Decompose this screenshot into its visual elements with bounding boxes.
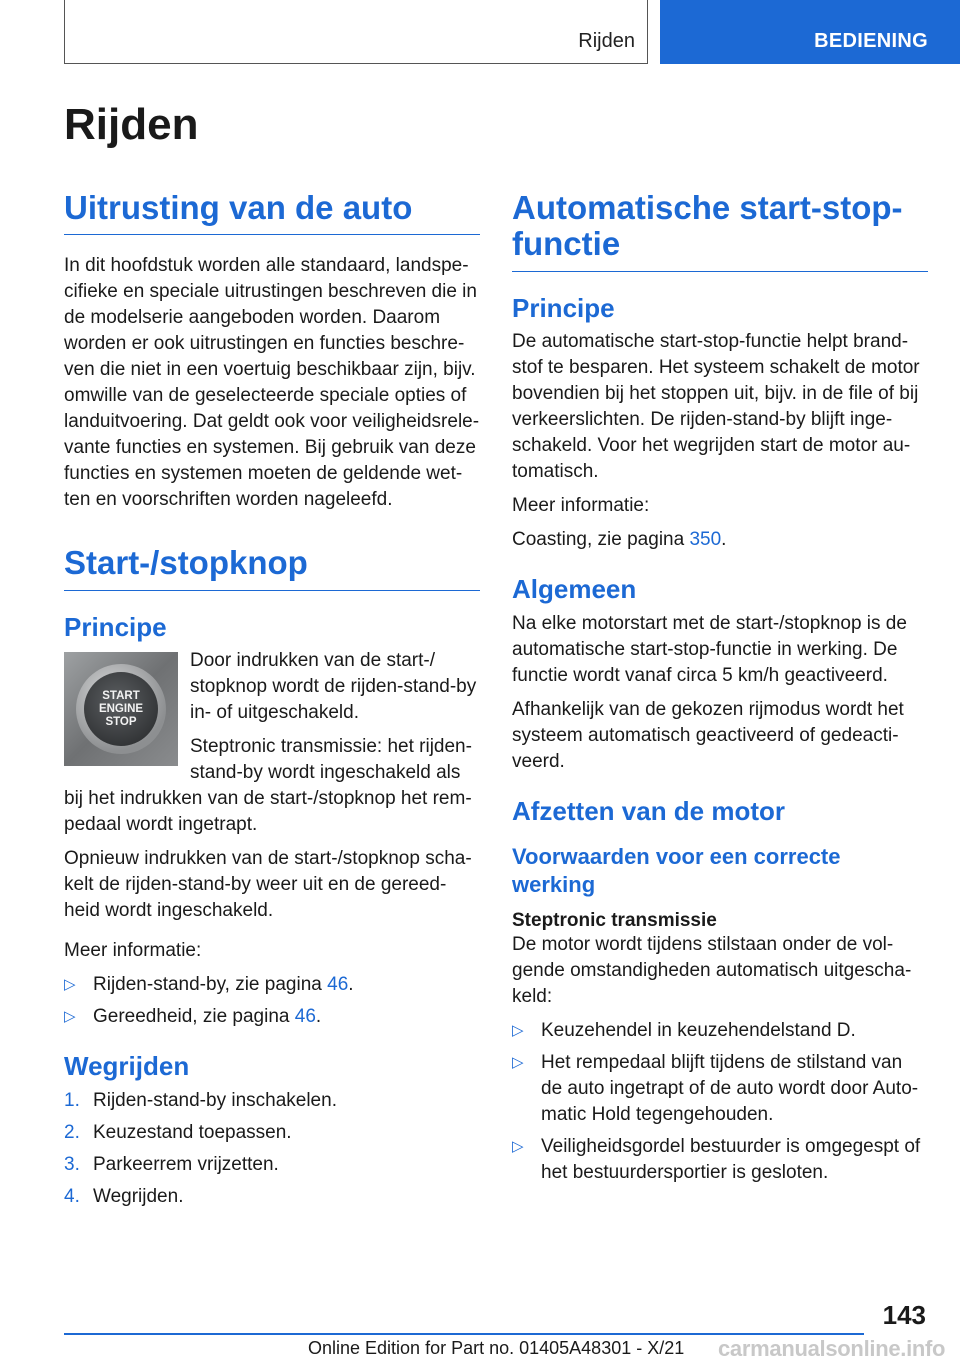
general-heading: Algemeen	[512, 574, 637, 605]
list-item: ▷ Gereedheid, zie pagina 46.	[64, 1004, 480, 1030]
drive-off-steps	[64, 1088, 480, 1210]
startstop-principle-heading: Principe	[64, 611, 167, 642]
steptronic-heading: Steptronic transmissie	[512, 910, 717, 932]
watermark: carmanualsonline.info	[718, 1336, 946, 1361]
general-p1: Na elke motorstart met de start-/stopknop is de automatische start-stop-functie in werking. De functie wordt vanaf circa 5 km/h geactiveerd.	[512, 613, 907, 687]
start-engine-stop-button-image	[64, 652, 178, 766]
button-text-engine: ENGINE	[98, 702, 144, 715]
auto-principle-heading: Principe	[512, 292, 615, 323]
step-number: 4.	[64, 1186, 80, 1208]
page-link[interactable]: 46	[294, 1006, 316, 1028]
footer-divider	[64, 1333, 864, 1335]
page-title: Rijden	[64, 100, 199, 149]
left-column	[64, 190, 480, 1218]
startstop-links	[64, 972, 480, 1030]
list-item: 4. Wegrijden.	[64, 1184, 480, 1210]
auto-principle-text: De automatische start-stop-functie helpt brand-stof te besparen. Het systeem schakelt de motor bovendien bij het stoppen uit, bijv. in de file of bij verkeerslichten. De rijden-stand-by blijft inge-schakeld. Voor het wegrijden start de motor au-tomatisch.	[512, 331, 920, 483]
list-item: 2. Keuzestand toepassen.	[64, 1120, 480, 1146]
list-item: 1. Rijden-stand-by inschakelen.	[64, 1088, 480, 1114]
list-item: 3. Parkeerrem vrijzetten.	[64, 1152, 480, 1178]
page-number: 143	[882, 1300, 926, 1330]
step-number: 3.	[64, 1154, 80, 1176]
triangle-bullet-icon: ▷	[64, 976, 76, 994]
button-text-stop: STOP	[105, 715, 137, 728]
conditions-heading: Voorwaarden voor een correcte werking	[512, 844, 841, 897]
equipment-heading: Uitrusting van de auto	[64, 190, 480, 235]
list-item: ▷ Veiligheidsgordel bestuurder is omgegespt of het bestuurdersportier is gesloten.	[512, 1136, 921, 1184]
triangle-bullet-icon: ▷	[64, 1008, 76, 1026]
triangle-bullet-icon: ▷	[512, 1138, 524, 1156]
header-section-label: Rijden	[578, 30, 635, 52]
engine-off-intro: De motor wordt tijdens stilstaan onder de vol-gende omstandigheden automatisch uitgescha-keld:	[512, 934, 912, 1008]
list-item: ▷ Rijden-stand-by, zie pagina 46.	[64, 972, 480, 998]
step-number: 2.	[64, 1122, 80, 1144]
footer-edition: Online Edition for Part no. 01405A48301 - X/21	[308, 1338, 685, 1358]
startstop-p3: Opnieuw indrukken van de start-/stopknop scha-kelt de rijden-stand-by weer uit en de gereed-heid wordt ingeschakeld.	[64, 848, 472, 922]
header-section-tab	[64, 0, 648, 64]
triangle-bullet-icon: ▷	[512, 1022, 524, 1040]
list-item: ▷ Keuzehendel in keuzehendelstand D.	[512, 1018, 928, 1044]
auto-more-info: Meer informatie:	[512, 495, 650, 517]
engine-off-heading: Afzetten van de motor	[512, 796, 786, 827]
coasting-reference: Coasting, zie pagina 350.	[512, 529, 727, 551]
engine-off-conditions	[512, 1018, 928, 1186]
startstop-principle-body	[64, 648, 480, 846]
page-link[interactable]: 46	[327, 974, 349, 996]
startstop-p1: Door indrukken van de start-/ stopknop wordt de rijden-stand-by in- of uitgeschakeld.	[190, 650, 477, 724]
step-number: 1.	[64, 1090, 80, 1112]
auto-start-stop-heading: Automatische start-stop-functie	[512, 190, 928, 272]
drive-off-heading: Wegrijden	[64, 1051, 190, 1082]
general-p2: Afhankelijk van de gekozen rijmodus wordt het systeem automatisch geactiveerd of gedeacti-veerd.	[512, 699, 904, 773]
equipment-text: In dit hoofdstuk worden alle standaard, landspe-cifieke en speciale uitrustingen beschreven die in de modelserie aangeboden worden. Daarom worden er ook uitrustingen en functies beschre-ven die niet in een voertuig beschikbaar zijn, bijv. omwille van de geselecteerde speciale opties of landuitvoering. Dat geldt ook voor veiligheidsrele-vante functies en systemen. Bij gebruik van deze functies en systemen moeten de geldende wet-ten en voorschriften worden nageleefd.	[64, 255, 480, 511]
header-chapter-tab	[660, 0, 960, 64]
button-face	[84, 672, 158, 746]
startstop-p2: Steptronic transmissie: het rijden-stand-by wordt ingeschakeld als bij het indrukken van de start-/stopknop het rem-pedaal wordt ingetrapt.	[64, 736, 472, 836]
right-column	[512, 190, 928, 1194]
page-link[interactable]: 350	[689, 529, 722, 551]
startstop-heading: Start-/stopknop	[64, 545, 480, 590]
triangle-bullet-icon: ▷	[512, 1054, 524, 1072]
header-chapter-label: BEDIENING	[814, 30, 928, 52]
startstop-more-info: Meer informatie:	[64, 940, 202, 962]
list-item: ▷ Het rempedaal blijft tijdens de stilstand van de auto ingetrapt of de auto wordt door Auto-matic Hold tegengehouden.	[512, 1052, 919, 1126]
button-text-start: START	[102, 689, 140, 702]
